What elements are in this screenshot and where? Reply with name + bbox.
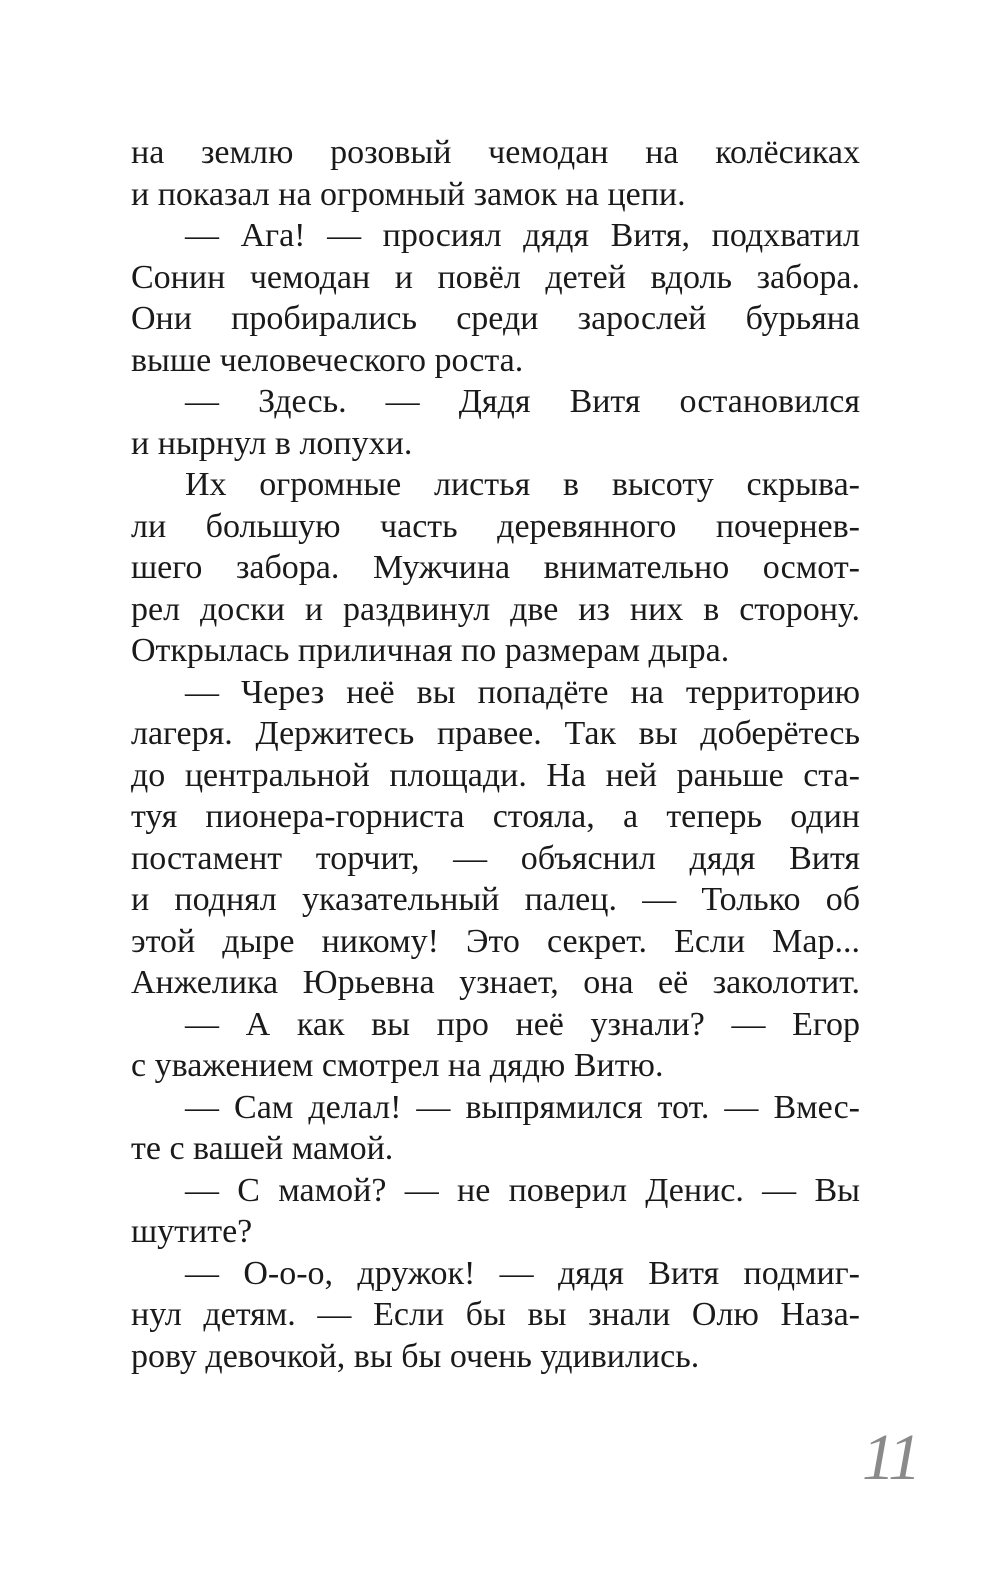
text-line: нул детям. — Если бы вы знали Олю Наза- xyxy=(131,1296,860,1333)
page-number: 11 xyxy=(862,1421,920,1494)
text-line: до центральной площади. На ней раньше ста- xyxy=(131,756,860,794)
text-line: — О-о-о, дружок! — дядя Витя подмиг- xyxy=(185,1254,860,1292)
text-line: — Ага! — просиял дядя Витя, подхватил xyxy=(185,217,860,254)
text-line: Они пробирались среди зарослей бурьяна xyxy=(131,300,860,337)
text-line: Сонин чемодан и повёл детей вдоль забора. xyxy=(131,258,860,296)
text-line: и поднял указательный палец. — Только об xyxy=(131,881,860,918)
text-line: шего забора. Мужчина внимательно осмот- xyxy=(131,549,860,586)
body-text xyxy=(131,132,860,1377)
text-line: — А как вы про неё узнали? — Егор xyxy=(185,1005,860,1043)
text-line: рел доски и раздвинул две из них в сторону. xyxy=(131,590,860,628)
text-line: Открылась приличная по размерам дыра. xyxy=(131,632,730,669)
text-line: — С мамой? — не поверил Денис. — Вы xyxy=(185,1171,860,1209)
text-line: те с вашей мамой. xyxy=(131,1130,394,1167)
text-line: туя пионера-горниста стояла, а теперь один xyxy=(131,798,860,835)
text-line: этой дыре никому! Это секрет. Если Мар... xyxy=(131,922,860,960)
text-line: ли большую часть деревянного почернев- xyxy=(131,507,860,545)
text-line: лагеря. Держитесь правее. Так вы доберётесь xyxy=(131,715,860,752)
text-line: и нырнул в лопухи. xyxy=(131,424,413,462)
text-line: шутите? xyxy=(131,1213,253,1250)
text-line: Их огромные листья в высоту скрыва- xyxy=(185,466,860,503)
text-line: Анжелика Юрьевна узнает, она её заколотит. xyxy=(131,964,860,1001)
text-line: выше человеческого роста. xyxy=(131,341,524,379)
text-line: на землю розовый чемодан на колёсиках xyxy=(131,134,860,171)
text-line: — Сам делал! — выпрямился тот. — Вмес- xyxy=(185,1088,860,1126)
text-line: — Здесь. — Дядя Витя остановился xyxy=(185,383,860,420)
text-line: постамент торчит, — объяснил дядя Витя xyxy=(131,839,860,877)
text-line: и показал на огромный замок на цепи. xyxy=(131,175,686,213)
text-line: с уважением смотрел на дядю Витю. xyxy=(131,1047,664,1084)
text-line: рову девочкой, вы бы очень удивились. xyxy=(131,1337,700,1375)
text-line: — Через неё вы попадёте на территорию xyxy=(185,673,860,711)
